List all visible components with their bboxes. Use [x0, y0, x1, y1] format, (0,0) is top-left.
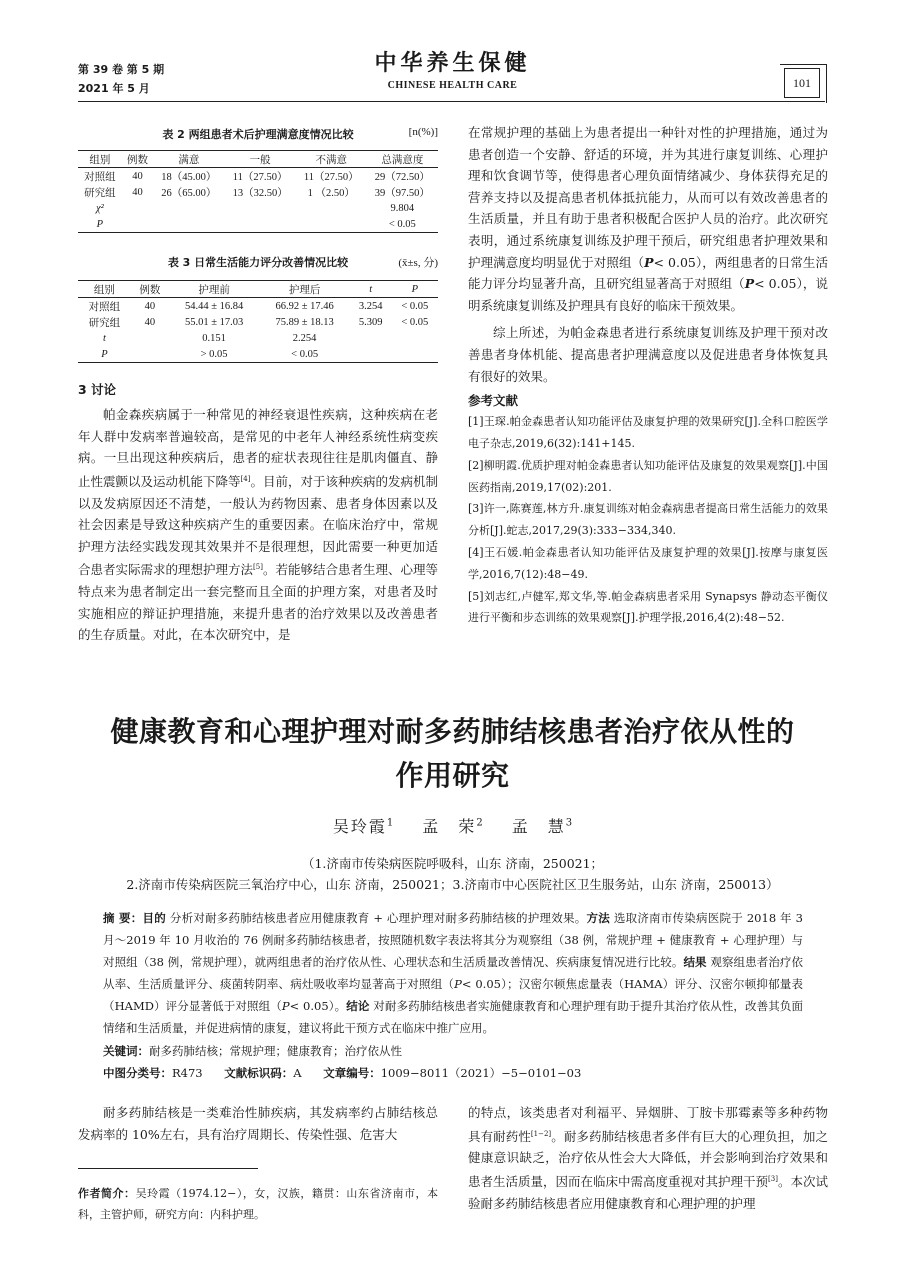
table3-unit: (x̄±s, 分) [398, 257, 438, 269]
author-affil-index: 1 [386, 817, 394, 829]
author-list [60, 814, 845, 837]
table-header-cell: 一般 [225, 151, 296, 168]
intro-right [468, 1102, 828, 1214]
table-cell: 75.89 ± 18.13 [275, 316, 334, 328]
references-list [468, 411, 828, 629]
table-header-row [78, 151, 438, 168]
table-cell [392, 330, 438, 346]
section-heading: 3 讨论 [78, 382, 117, 397]
table-cell: 对照组 [88, 301, 121, 313]
table-row [78, 346, 438, 363]
table-cell: 40 [132, 170, 143, 182]
table-cell [392, 346, 438, 363]
table-cell: P [96, 218, 104, 230]
reference-item: [1]王琛.帕金森患者认知功能评估及康复护理的效果研究[J].全科口腔医学电子杂志,2019,6(32):141+145. [468, 415, 828, 450]
author-name: 吴玲霞 [332, 817, 387, 836]
journal-masthead [330, 50, 575, 91]
table-cell: 13（32.50） [232, 187, 288, 199]
table-cell: 66.92 ± 17.46 [275, 300, 334, 312]
table-cell: 54.44 ± 16.84 [184, 300, 244, 312]
classification-line: 中图分类号：R473 文献标识码：A 文章编号：1009−8011（2021）−5−0101−03 [103, 1066, 582, 1080]
author-affil-index: 2 [476, 817, 483, 829]
table-cell [225, 216, 296, 233]
discussion-section [78, 380, 438, 646]
table-header-cell: 总满意度 [367, 151, 438, 168]
discussion-paragraph: 在常规护理的基础上为患者提出一种针对性的护理措施，通过为患者创造一个安静、舒适的环境，并为其进行康复训练、心理护理和饮食调节等，使得患者心理负面情绪减少、身体获得充足的营养支持以及提高患者机体抵抗能力，从而可以有效改善患者的生活质量，并且有助于患者积极配合医护人员的治疗。此次研究表明，通过系统康复训练及护理干预后，研究组患者护理效果和护理满意度均明显优于对照组（P< 0.05），两组患者的日常生活能力评分均显著升高，且研究组显著高于对照组（P< 0.05），说明系统康复训练及护理具有良好的临床干预效果。 [468, 125, 828, 313]
conclusion-paragraph: 综上所述，为帕金森患者进行系统康复训练及护理干预对改善患者身体机能、提高患者护理满意度以及促进患者身体恢复具有很好的效果。 [468, 325, 828, 384]
table-row [78, 314, 438, 330]
table-cell [350, 330, 392, 346]
table-cell: 5.309 [358, 316, 383, 328]
author-name: 孟 慧 [511, 817, 566, 836]
references-heading: 参考文献 [468, 393, 519, 409]
table-cell [122, 216, 153, 233]
table-header-cell: 不满意 [296, 151, 367, 168]
abstract: 摘 要：目的 分析对耐多药肺结核患者应用健康教育 + 心理护理对耐多药肺结核的护理效果。方法 选取济南市传染病医院于 2018 年 3 月～2019 年 10 月收治的 76 例耐多药肺结核患者，按照随机数字表法将其分为观察组（38 例，常规护理 + 健康教育 + 心理护理）与对照组（38 例，常规护理），就两组患者的治疗依从性、心理状态和生活质量改善情况、疾病康复情况进行比较。结果 观察组患者治疗依从率、生活质量评分、痰菌转阴率、病灶吸收率均显著高于对照组（P< 0.05）；汉密尔顿焦虑量表（HAMA）评分、汉密尔顿抑郁量表（HAMD）评分显著低于对照组（P< 0.05）。结论 对耐多药肺结核患者实施健康教育和心理护理有助于提升其治疗依从性，改善其负面情绪和生活质量，并促进病情的康复，建议将此干预方式在临床中推广应用。 [103, 911, 804, 1035]
table-row [78, 168, 438, 185]
table-cell: 11（27.50） [303, 171, 359, 183]
table-row [78, 184, 438, 200]
table-cell: 2.254 [292, 332, 317, 344]
citation: [4] [240, 474, 251, 483]
keywords-label: 关键词： [103, 1044, 149, 1058]
result-label: 结果 [683, 955, 707, 969]
table-cell: > 0.05 [200, 348, 228, 360]
citation: [1−2] [530, 1129, 552, 1138]
table-cell [153, 200, 224, 216]
table-cell: 29（72.50） [374, 171, 430, 183]
table-cell [131, 330, 169, 346]
table-header-cell: 例数 [122, 151, 153, 168]
table-header-cell: t [350, 281, 392, 298]
table-row [78, 216, 438, 233]
table-cell [131, 346, 169, 363]
discussion-paragraph: 帕金森疾病属于一种常见的神经衰退性疾病，这种疾病在老年人群中发病率普遍较高，是常见的中老年人神经系统性病变疾病。一旦出现这种疾病后，患者的症状表现往往是肌肉僵直、静止性震颤以及运动机能下降等[4]。目前，对于该种疾病的发病机制以及发病原因还不清楚，一般认为药物因素、患者身体因素以及社会因素是导致这种疾病产生的重要因素。在临床治疗中，常规护理方法经实践发现其效果并不是很理想，因此需要一种更加适合患者实际需求的理想护理方法[5]。若能够结合患者生理、心理等特点来为患者制定出一套完整而且全面的护理方案，对患者及时实施相应的辩证护理措施，来提升患者的治疗效果以及改善患者的生存质量。对此，在本次研究中，是 [78, 407, 438, 643]
table-cell: < 0.05 [401, 300, 429, 312]
header-rule [78, 101, 825, 102]
table3 [78, 280, 438, 363]
conclusion-label: 结论 [346, 999, 370, 1013]
table-cell: t [102, 332, 106, 344]
table-row [78, 200, 438, 216]
table-cell [350, 346, 392, 363]
author-affil-index: 3 [565, 817, 573, 829]
intro-paragraph: 的特点，该类患者对利福平、异烟肼、丁胺卡那霉素等多种药物具有耐药性[1−2]。耐多药肺结核患者多伴有巨大的心理负担，加之健康意识缺乏，治疗依从性会大大降低，并会影响到治疗效果和患者生活质量，因而在临床中需高度重视对其护理干预[3]。本次试验耐多药肺结核患者应用健康教育和心理护理的护理 [468, 1105, 828, 1211]
table-cell: 研究组 [88, 317, 121, 329]
volume-label: 第 39 卷 第 5 期 [78, 63, 165, 76]
table-cell: 55.01 ± 17.03 [184, 316, 244, 328]
table3-title: 表 3 日常生活能力评分改善情况比较 [167, 256, 349, 269]
table-cell [225, 200, 296, 216]
method-label: 方法 [586, 911, 610, 925]
table-cell: 26（65.00） [161, 187, 217, 199]
citation: [5] [253, 563, 263, 572]
table-cell: 0.151 [202, 332, 226, 344]
table-row [78, 330, 438, 346]
table-cell: 对照组 [84, 171, 116, 183]
table3-block [78, 254, 438, 363]
table-cell: 39（97.50） [374, 187, 430, 199]
table-row [78, 298, 438, 315]
table-header-cell: 满意 [153, 151, 224, 168]
intro-left [78, 1102, 438, 1145]
table2-block [78, 126, 438, 233]
table-cell [153, 216, 224, 233]
table2 [78, 150, 438, 233]
table-header-cell: 护理后 [259, 281, 350, 298]
reference-item: [4]王石媛.帕金森患者认知功能评估及康复护理的效果[J].按摩与康复医学,2016,7(12):48−49. [468, 545, 828, 581]
table-cell: 40 [144, 300, 156, 312]
table-header-cell: 护理前 [169, 281, 260, 298]
issue-info [78, 60, 164, 98]
table-cell: 18（45.00） [161, 171, 217, 183]
table-cell: 研究组 [84, 187, 116, 199]
page-number: 101 [784, 68, 820, 98]
table-cell: χ² [95, 202, 104, 214]
table-cell: 3.254 [358, 300, 383, 312]
table-header-cell: 组别 [78, 151, 122, 168]
table-cell: 9.804 [390, 202, 415, 214]
discussion-continued [468, 122, 828, 629]
table-cell: < 0.05 [388, 218, 416, 230]
table-header-row [78, 281, 438, 298]
reference-item: [3]许一,陈赛莲,林方升.康复训练对帕金森病患者提高日常生活能力的效果分析[J].蛇志,2017,29(3):333−334,340. [468, 502, 828, 538]
table-cell: P [101, 348, 108, 360]
footnote-rule [78, 1168, 258, 1169]
table-header-cell: P [392, 281, 438, 298]
author-name: 孟 荣 [422, 817, 477, 836]
table2-unit: [n(%)] [408, 126, 438, 138]
affiliations: （1.济南市传染病医院呼吸科，山东 济南，250021； 2.济南市传染病医院三氧治疗中心，山东 济南，250021；3.济南市中心医院社区卫生服务站，山东 济南，250013） [126, 856, 779, 892]
table-cell [122, 200, 153, 216]
table-cell: 1 （2.50） [307, 187, 355, 199]
abstract-label: 摘 要： [103, 911, 143, 925]
date-label: 2021 年 5 月 [78, 82, 150, 95]
aim-label: 目的 [142, 911, 166, 925]
article-title: 健康教育和心理护理对耐多药肺结核患者治疗依从性的 作用研究 [110, 715, 795, 792]
table-header-cell: 组别 [78, 281, 131, 298]
keywords: 关键词：耐多药肺结核；常规护理；健康教育；治疗依从性 [103, 1044, 402, 1058]
reference-item: [2]柳明霞.优质护理对帕金森患者认知功能评估及康复的效果观察[J].中国医药指南,2019,17(02):201. [468, 458, 828, 494]
table-header-cell: 例数 [131, 281, 169, 298]
table-cell [296, 200, 367, 216]
journal-title-cn: 中华养生保健 [374, 51, 531, 76]
table-cell: 40 [144, 316, 156, 328]
table2-title: 表 2 两组患者术后护理满意度情况比较 [162, 128, 354, 141]
table-cell: < 0.05 [401, 316, 429, 328]
citation: [3] [768, 1174, 778, 1183]
table-cell: 40 [132, 186, 143, 198]
table-cell [296, 216, 367, 233]
intro-paragraph: 耐多药肺结核是一类难治性肺疾病，其发病率约占肺结核总发病率的 10%左右，具有治疗周期长、传染性强、危害大 [78, 1105, 438, 1142]
table-cell: < 0.05 [291, 348, 319, 360]
table-cell: 11（27.50） [232, 171, 288, 183]
author-footnote: 作者简介：吴玲霞（1974.12−），女，汉族，籍贯：山东省济南市，本科，主管护师，研究方向：内科护理。 [78, 1187, 439, 1221]
journal-title-en: CHINESE HEALTH CARE [387, 80, 518, 91]
reference-item: [5]刘志红,卢健军,郑文华,等.帕金森病患者采用 Synapsys 静动态平衡仪进行平衡和步态训练的效果观察[J].护理学报,2016,4(2):48−52. [468, 589, 828, 625]
